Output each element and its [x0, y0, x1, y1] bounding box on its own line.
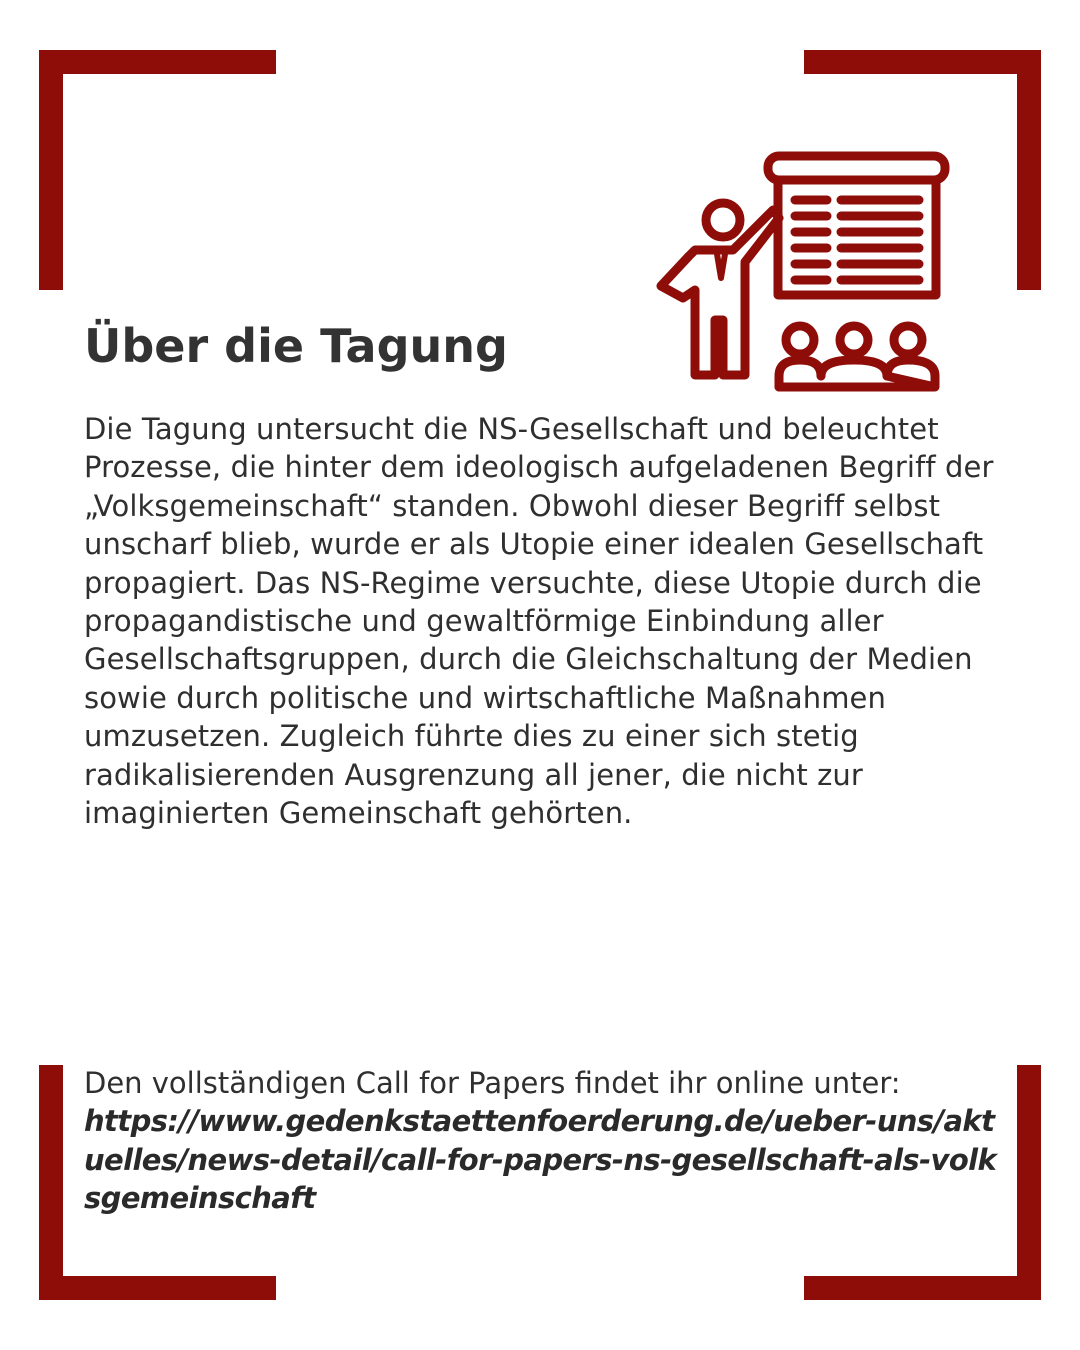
description-paragraph: Die Tagung untersucht die NS-Gesellschaft und beleuchtet Prozesse, die hinter dem ideologisch aufgeladenen Begriff der „Volksgemeinschaft“ standen. Obwohl dieser Begriff selbst unscharf blieb, wurde er als Utopie einer idealen Gesellschaft propagiert. Das NS-Regime versuchte, diese Utopie durch die propagandistische und gewaltförmige Einbindung aller Gesellschaftsgruppen, durch die Gleichschaltung der Medien sowie durch politische und wirtschaftliche Maßnahmen umzusetzen. Zugleich führte dies zu einer sich stetig radikalisierenden Ausgrenzung all jener, die nicht zur imaginierten Gemeinschaft gehörten. [84, 412, 994, 831]
presentation-audience-icon [655, 150, 955, 395]
frame-corner-bottom-left-vertical [39, 1065, 63, 1300]
call-for-papers-link[interactable]: https://www.gedenkstaettenfoerderung.de/ueber-uns/aktuelles/news-detail/call-for-papers-ns-gesellschaft-als-volksgemeinschaft [84, 1104, 997, 1216]
frame-corner-top-right-vertical [1017, 50, 1041, 290]
frame-corner-bottom-left-horizontal [39, 1276, 276, 1300]
frame-corner-top-left-horizontal [39, 50, 276, 74]
frame-corner-bottom-right-horizontal [804, 1276, 1041, 1300]
page-title: Über die Tagung [84, 319, 508, 373]
call-for-papers-intro: Den vollständigen Call for Papers findet ihr online unter: [84, 1066, 901, 1100]
frame-corner-top-left-vertical [39, 50, 63, 290]
frame-corner-top-right-horizontal [804, 50, 1041, 74]
frame-corner-bottom-right-vertical [1017, 1065, 1041, 1300]
call-for-papers-note [84, 1064, 1004, 1218]
